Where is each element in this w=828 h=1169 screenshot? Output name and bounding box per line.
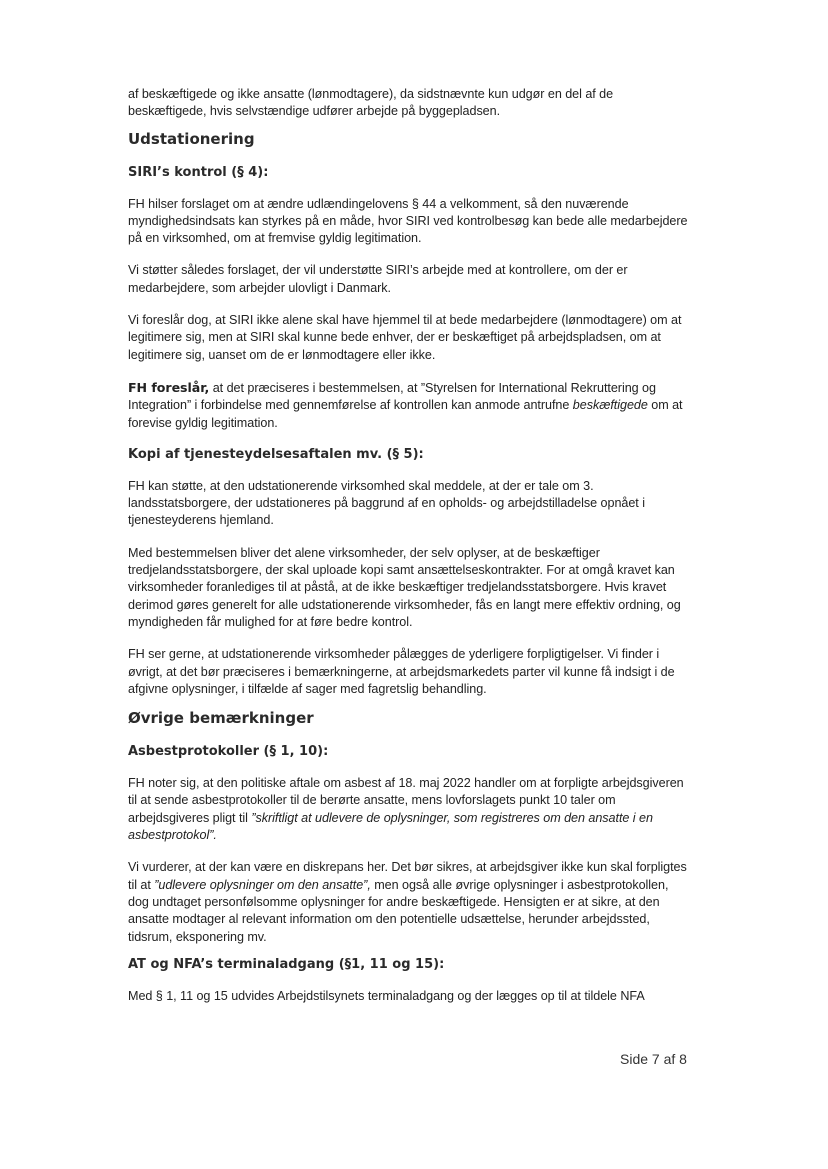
text: FH noter sig, at den politiske aftale om asbest af 18. maj 2022 handler om at forpligte arbejdsgiveren til at sende asbestprotokoller til de berørte ansatte, mens lovforslagets punkt 10 taler om arbejdsgiveres pligt til bbox=[128, 776, 684, 825]
paragraph bbox=[128, 775, 692, 844]
subsection-heading: Asbestprotokoller (§ 1, 10): bbox=[128, 744, 329, 760]
subsection-heading: Kopi af tjenesteydelsesaftalen mv. (§ 5): bbox=[128, 446, 424, 462]
subsection-heading: SIRI’s kontrol (§ 4): bbox=[128, 164, 269, 180]
paragraph bbox=[128, 859, 692, 945]
subsection-heading: AT og NFA’s terminaladgang (§1, 11 og 15): bbox=[128, 956, 445, 972]
document-body bbox=[128, 86, 692, 1020]
paragraph: Vi foreslår dog, at SIRI ikke alene skal have hjemmel til at bede medarbejdere (lønmodtagere) om at legitimere sig, men at SIRI skal kunne bede enhver, der er beskæftiget på arbejdspladsen, om at legitimere sig, uanset om de er lønmodtagere eller ikke. bbox=[128, 313, 682, 362]
paragraph: Vi støtter således forslaget, der vil understøtte SIRI’s arbejde med at kontrollere, om der er medarbejdere, som arbejder ulovligt i Danmark. bbox=[128, 263, 628, 295]
paragraph: Med § 1, 11 og 15 udvides Arbejdstilsynets terminaladgang og der lægges op til at tildele NFA bbox=[128, 988, 645, 1003]
text: Vi vurderer, at der kan være en diskrepans her. Det bør sikres, at arbejdsgiver ikke kun skal forpligtes til at bbox=[128, 860, 687, 892]
bold-text: FH foreslår, bbox=[128, 379, 210, 395]
paragraph: FH kan støtte, at den udstationerende virksomhed skal meddele, at der er tale om 3. landsstatsborgere, der udstationeres på baggrund af en opholds- og arbejdstilladelse opnået i tjenesteyderens hjemland. bbox=[128, 478, 645, 528]
paragraph: af beskæftigede og ikke ansatte (lønmodtagere), da sidstnævnte kun udgør en del af de beskæftigede, hvis selvstændige udfører arbejde på byggepladsen. bbox=[128, 87, 614, 119]
paragraph: FH hilser forslaget om at ændre udlændingelovens § 44 a velkomment, så den nuværende myndighedsindsats kan styrkes på en måde, hvor SIRI ved kontrolbesøg kan bede alle medarbejdere på en virksomhed, om at fremvise gyldig legitimation. bbox=[128, 196, 688, 246]
italic-text: ”skriftligt at udlevere de oplysninger, som registreres om den ansatte i en asbestprotokol”. bbox=[128, 810, 653, 843]
text: at det præciseres i bestemmelsen, at ”Styrelsen for International Rekruttering og Integration” i forbindelse med gennemførelse af kontrollen kan anmode antrufne bbox=[128, 380, 656, 413]
italic-text: beskæftigede bbox=[572, 398, 648, 413]
text: om at forevise gyldig legitimation. bbox=[128, 398, 683, 430]
page-number: Side 7 af 8 bbox=[620, 1051, 687, 1067]
paragraph: Med bestemmelsen bliver det alene virksomheder, der selv oplyser, at de beskæftiger tredjelandsstatsborgere, der skal uploade kopi samt ansættelseskontrakter. For at omgå kravet kan virksomheder foranlediges til at påstå, at de ikke beskæftiger tredjelandsstatsborgere. Hvis kravet derimod gøres generelt for alle udstationerende virksomheder, fås en langt mere effektiv ordning, og myndigheden får mulighed for at føre bedre kontrol. bbox=[128, 545, 681, 629]
text: men også alle øvrige oplysninger i asbestprotokollen, dog undtaget personfølsomme oplysninger for andre beskæftigede. Hensigten er at sikre, at den ansatte modtager al relevant information om den potentielle udsættelse, herunder arbejdssted, tidsrum, eksponering mv. bbox=[128, 877, 669, 944]
section-heading: Udstationering bbox=[128, 129, 255, 148]
paragraph bbox=[128, 379, 692, 432]
italic-text: ”udlevere oplysninger om den ansatte”, bbox=[154, 877, 371, 892]
paragraph: FH ser gerne, at udstationerende virksomheder pålægges de yderligere forpligtigelser. Vi finder i øvrigt, at det bør præciseres i bemærkningerne, at arbejdsmarkedets parter vil kunne få indsigt i de afgivne oplysninger, i tilfælde af sager med fagretslig behandling. bbox=[128, 647, 675, 696]
section-heading: Øvrige bemærkninger bbox=[128, 709, 314, 728]
